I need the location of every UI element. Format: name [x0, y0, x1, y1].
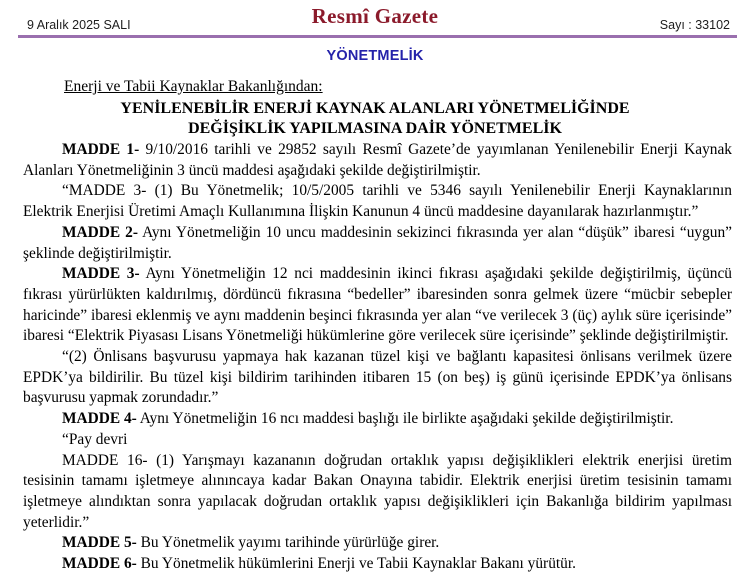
madde-text: Bu Yönetmelik yayımı tarihinde yürürlüğe girer. [136, 534, 440, 552]
madde-lead: MADDE 5- [62, 534, 137, 552]
paragraph-quoted-madde-16 [23, 451, 732, 534]
regulation-title-line2: DEĞİŞİKLİK YAPILMASINA DAİR YÖNETMELİK [188, 119, 562, 137]
madde-lead: MADDE 6- [62, 555, 137, 573]
madde-lead: MADDE 3- [62, 265, 140, 283]
madde-text: “MADDE 3- (1) Bu Yönetmelik; 10/5/2005 tarihli ve 5346 sayılı Yenilenebilir Enerji Kaynaklarının Elektrik Enerjisi Üretimi Amaçlı Kullanımına İlişkin Kanunun 4 üncü maddesine dayanılarak hazırlanmıştır.” [23, 182, 732, 221]
madde-lead: MADDE 1- [62, 141, 140, 158]
paragraph-madde-3 [23, 264, 732, 347]
paragraph-madde-1 [23, 140, 732, 181]
issue-number: Sayı : 33102 [659, 18, 730, 32]
paragraph-madde-4 [23, 409, 732, 430]
gazette-title: Resmî Gazete [311, 4, 439, 28]
madde-text: Aynı Yönetmeliğin 16 ncı maddesi başlığı ile birlikte aşağıdaki şekilde değiştirilmiştir. [136, 410, 674, 428]
paragraph-madde-5 [23, 533, 732, 554]
madde-text: Aynı Yönetmeliğin 10 uncu maddesinin sekizinci fıkrasında yer alan “düşük” ibaresi “uygun” şeklinde değiştirilmiştir. [23, 223, 732, 262]
madde-lead: MADDE 2- [62, 223, 138, 241]
madde-lead: MADDE 4- [62, 410, 137, 428]
madde-text: Aynı Yönetmeliğin 12 nci maddesinin ikinci fıkrası aşağıdaki şekilde değiştirilmiş, üçüncü fıkrası yürürlükten kaldırılmış, dördüncü fıkrasına “bedeller” ibaresinden sonra gelmek üzere “mücbir sebepler haricinde” ibaresi eklenmiş ve aynı maddenin beşinci fıkrasında yer alan “ve verilecek 3 (üç) aylık süre içerisinde” ibaresi “Elektrik Piyasası Lisans Yönetmeliği hükümlerine göre verilecek süre içerisinde” şeklinde değiştirilmiştir. [23, 265, 732, 345]
madde-text: “(2) Önlisans başvurusu yapmaya hak kazanan tüzel kişi ve bağlantı kapasitesi önlisans verilmek üzere EPDK’ya bildirilir. Bu tüzel kişi bildirim tarihinden itibaren 15 (on beş) iş günü içerisinde EPDK’ya önlisans başvurusu yapmak zorundadır.” [23, 348, 732, 407]
paragraph-madde-2 [23, 223, 732, 264]
regulation-title [0, 99, 750, 138]
masthead-divider-rule [18, 35, 737, 38]
paragraph-quoted-madde-3 [23, 181, 732, 222]
paragraph-quoted-fikra-2 [23, 347, 732, 409]
madde-text: 9/10/2016 tarihli ve 29852 sayılı Resmî Gazete’de yayımlanan Yenilenebilir Enerji Kaynak Alanları Yönetmeliğinin 3 üncü maddesi aşağıdaki şekilde değiştirilmiştir. [23, 141, 732, 179]
issue-date: 9 Aralık 2025 SALI [27, 18, 131, 32]
document-kind-heading: YÖNETMELİK [326, 48, 424, 64]
madde-text: “Pay devri [62, 430, 128, 448]
regulation-body [23, 140, 732, 575]
regulation-title-line1: YENİLENEBİLİR ENERJİ KAYNAK ALANLARI YÖNETMELİĞİNDE [120, 100, 630, 117]
masthead [0, 0, 750, 32]
paragraph-quoted-pay-devri [23, 430, 732, 451]
issuer-heading: Enerji ve Tabii Kaynaklar Bakanlığından: [64, 78, 323, 95]
paragraph-madde-6 [23, 554, 732, 575]
madde-text: Bu Yönetmelik hükümlerini Enerji ve Tabii Kaynaklar Bakanı yürütür. [136, 555, 576, 573]
madde-text: MADDE 16- (1) Yarışmayı kazananın doğrudan ortaklık yapısı değişiklikleri elektrik enerjisi üretim tesisinin tamamı işletmeye alınıncaya kadar Bakan Onayına tabidir. Elektrik enerjisi üretim tesisinin tamamı işletmeye alındıktan sonra yapılacak doğrudan ortaklık yapısı değişiklikleri için Bakanlığa bildirim yapılması yeterlidir.” [23, 451, 732, 531]
